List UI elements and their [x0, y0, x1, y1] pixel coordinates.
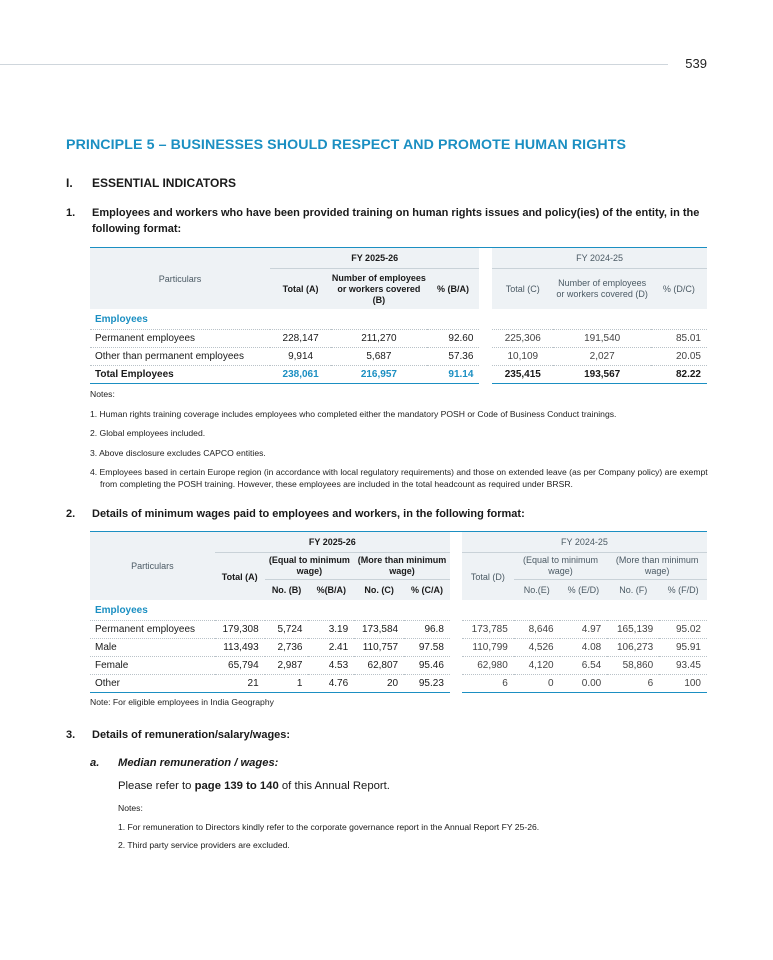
cell: 2.41 — [308, 639, 354, 657]
col-equal-min-wage-prev: (Equal to minimum wage) — [514, 553, 607, 580]
question-text: Details of remuneration/salary/wages: — [92, 729, 291, 741]
cell: 225,306 — [492, 330, 553, 348]
col-pct-dc: % (D/C) — [662, 284, 695, 294]
cell: 100 — [659, 675, 707, 693]
refer-text — [118, 780, 390, 792]
cell: 5,687 — [331, 348, 426, 366]
cell: 238,061 — [270, 366, 331, 384]
cell: 95.46 — [404, 657, 450, 675]
page-number: 539 — [685, 56, 707, 71]
note-item: 4. Employees based in certain Europe region (in accordance with local regulatory requirements) and those on extended leave (as per Company policy) are exempt from completing the POSH training. However, these employees are included in the total headcount as required under BRSR. — [90, 467, 708, 489]
fy-previous-header: FY 2024-25 — [492, 248, 707, 269]
cell: 235,415 — [492, 366, 553, 384]
cell: 20 — [354, 675, 404, 693]
question-2 — [66, 506, 717, 522]
table-total-row — [90, 366, 707, 384]
col-equal-min-wage: (Equal to minimum wage) — [265, 553, 355, 580]
refer-prefix: Please refer to — [118, 780, 195, 792]
question-3 — [66, 727, 717, 743]
table-row — [90, 675, 707, 693]
notes-title: Notes: — [90, 389, 115, 399]
cell: 91.14 — [427, 366, 480, 384]
cell: 2,027 — [553, 348, 650, 366]
cell: 4.53 — [308, 657, 354, 675]
cell: 5,724 — [265, 621, 309, 639]
cell: 6 — [462, 675, 514, 693]
cell: 4.08 — [560, 639, 608, 657]
cell: 0 — [514, 675, 560, 693]
subquestion-number: a. — [90, 757, 100, 769]
cell: 2,736 — [265, 639, 309, 657]
cell: 2,987 — [265, 657, 309, 675]
question-text: Employees and workers who have been provided training on human rights issues and policy(ies) of the entity, in the following format: — [92, 207, 700, 235]
subquestion-a — [90, 757, 278, 769]
question-text: Details of minimum wages paid to employees and workers, in the following format: — [92, 508, 525, 520]
row-label: Permanent employees — [90, 330, 270, 348]
cell: 6 — [607, 675, 659, 693]
col-no-f: No. (F) — [619, 585, 648, 595]
refer-pages: page 139 to 140 — [194, 780, 279, 792]
cell: 21 — [215, 675, 265, 693]
col-covered-d: Number of employees or workers covered (D) — [556, 278, 648, 299]
cell: 173,785 — [462, 621, 514, 639]
cell: 65,794 — [215, 657, 265, 675]
col-no-c: No. (C) — [364, 585, 394, 595]
cell: 173,584 — [354, 621, 404, 639]
cell: 93.45 — [659, 657, 707, 675]
cell: 4.76 — [308, 675, 354, 693]
cell: 211,270 — [331, 330, 426, 348]
question-number: 1. — [66, 207, 76, 219]
section-number: I. — [66, 176, 73, 190]
table-group-row — [90, 600, 707, 621]
group-label: Employees — [90, 309, 270, 330]
cell: 97.58 — [404, 639, 450, 657]
q3-notes — [118, 802, 539, 858]
col-more-min-wage-prev: (More than minimum wage) — [607, 553, 707, 580]
note-item: 1. Human rights training coverage includes employees who completed either the mandatory POSH or Code of Business Conduct trainings. — [90, 408, 617, 419]
cell: 216,957 — [331, 366, 426, 384]
cell: 92.60 — [427, 330, 480, 348]
note-item: Note: For eligible employees in India Geography — [90, 697, 274, 707]
cell: 193,567 — [553, 366, 650, 384]
question-number: 3. — [66, 729, 76, 741]
cell: 57.36 — [427, 348, 480, 366]
cell: 110,757 — [354, 639, 404, 657]
col-total-d: Total (D) — [470, 571, 505, 582]
minimum-wages-table — [90, 531, 707, 693]
note-item: 2. Global employees included. — [90, 428, 206, 438]
col-total-c: Total (C) — [505, 284, 540, 294]
row-label: Permanent employees — [90, 621, 215, 639]
notes-title: Notes: — [118, 803, 143, 813]
principle-title: PRINCIPLE 5 – BUSINESSES SHOULD RESPECT AND PROMOTE HUMAN RIGHTS — [66, 137, 627, 153]
cell: 58,860 — [607, 657, 659, 675]
col-total-a: Total (A) — [282, 284, 319, 294]
refer-suffix: of this Annual Report. — [278, 780, 390, 792]
table-row — [90, 657, 707, 675]
cell: 96.8 — [404, 621, 450, 639]
cell: 1 — [265, 675, 309, 693]
col-pct-ba: % (B/A) — [436, 284, 469, 294]
cell: 82.22 — [651, 366, 707, 384]
col-pct-ca: % (C/A) — [411, 585, 443, 595]
note-item: 2. Third party service providers are excluded. — [118, 840, 290, 850]
col-more-min-wage: (More than minimum wage) — [354, 553, 450, 580]
table-row — [90, 639, 707, 657]
cell: 62,807 — [354, 657, 404, 675]
cell: 10,109 — [492, 348, 553, 366]
training-table — [90, 247, 707, 384]
cell: 228,147 — [270, 330, 331, 348]
note-item: 3. Above disclosure excludes CAPCO entities. — [90, 447, 266, 458]
table-row — [90, 348, 707, 366]
fy-previous-header: FY 2024-25 — [462, 532, 707, 553]
particulars-header: Particulars — [131, 561, 174, 571]
question-number: 2. — [66, 508, 76, 520]
col-covered-b: Number of employees or workers covered (B) — [331, 272, 426, 305]
cell: 95.02 — [659, 621, 707, 639]
cell: 179,308 — [215, 621, 265, 639]
table-row — [90, 621, 707, 639]
section-title: ESSENTIAL INDICATORS — [92, 176, 237, 190]
row-label: Female — [90, 657, 215, 675]
cell: 113,493 — [215, 639, 265, 657]
cell: 165,139 — [607, 621, 659, 639]
group-label: Employees — [90, 600, 215, 621]
cell: 106,273 — [607, 639, 659, 657]
cell: 191,540 — [553, 330, 650, 348]
col-no-b: No. (B) — [271, 585, 302, 595]
note-item: 1. For remuneration to Directors kindly refer to the corporate governance report in the Annual Report FY 25-26. — [118, 821, 540, 832]
cell: 85.01 — [651, 330, 707, 348]
fy-current-header: FY 2025-26 — [270, 248, 480, 269]
particulars-header: Particulars — [158, 273, 202, 284]
col-no-e: No.(E) — [523, 585, 550, 595]
subquestion-text: Median remuneration / wages: — [118, 757, 279, 769]
cell: 4.97 — [560, 621, 608, 639]
cell: 9,914 — [270, 348, 331, 366]
cell: 62,980 — [462, 657, 514, 675]
row-label: Other than permanent employees — [90, 348, 270, 366]
col-total-a: Total (A) — [221, 571, 258, 582]
cell: 6.54 — [560, 657, 608, 675]
fy-current-header: FY 2025-26 — [215, 532, 450, 553]
col-pct-fd: % (F/D) — [667, 585, 699, 595]
cell: 4,526 — [514, 639, 560, 657]
section-heading — [66, 176, 236, 190]
cell: 20.05 — [651, 348, 707, 366]
table-row — [90, 330, 707, 348]
col-pct-ed: % (E/D) — [567, 585, 600, 595]
row-label: Male — [90, 639, 215, 657]
cell: 110,799 — [462, 639, 514, 657]
cell: 95.23 — [404, 675, 450, 693]
row-label: Other — [90, 675, 215, 693]
cell: 8,646 — [514, 621, 560, 639]
cell: 0.00 — [560, 675, 608, 693]
cell: 3.19 — [308, 621, 354, 639]
col-pct-ba: %(B/A) — [316, 585, 347, 595]
total-label: Total Employees — [90, 366, 270, 384]
q2-note — [90, 696, 274, 716]
question-1 — [66, 205, 717, 237]
header-rule — [0, 64, 668, 65]
cell: 95.91 — [659, 639, 707, 657]
cell: 4,120 — [514, 657, 560, 675]
q1-notes — [90, 388, 710, 498]
table-group-row — [90, 309, 707, 330]
